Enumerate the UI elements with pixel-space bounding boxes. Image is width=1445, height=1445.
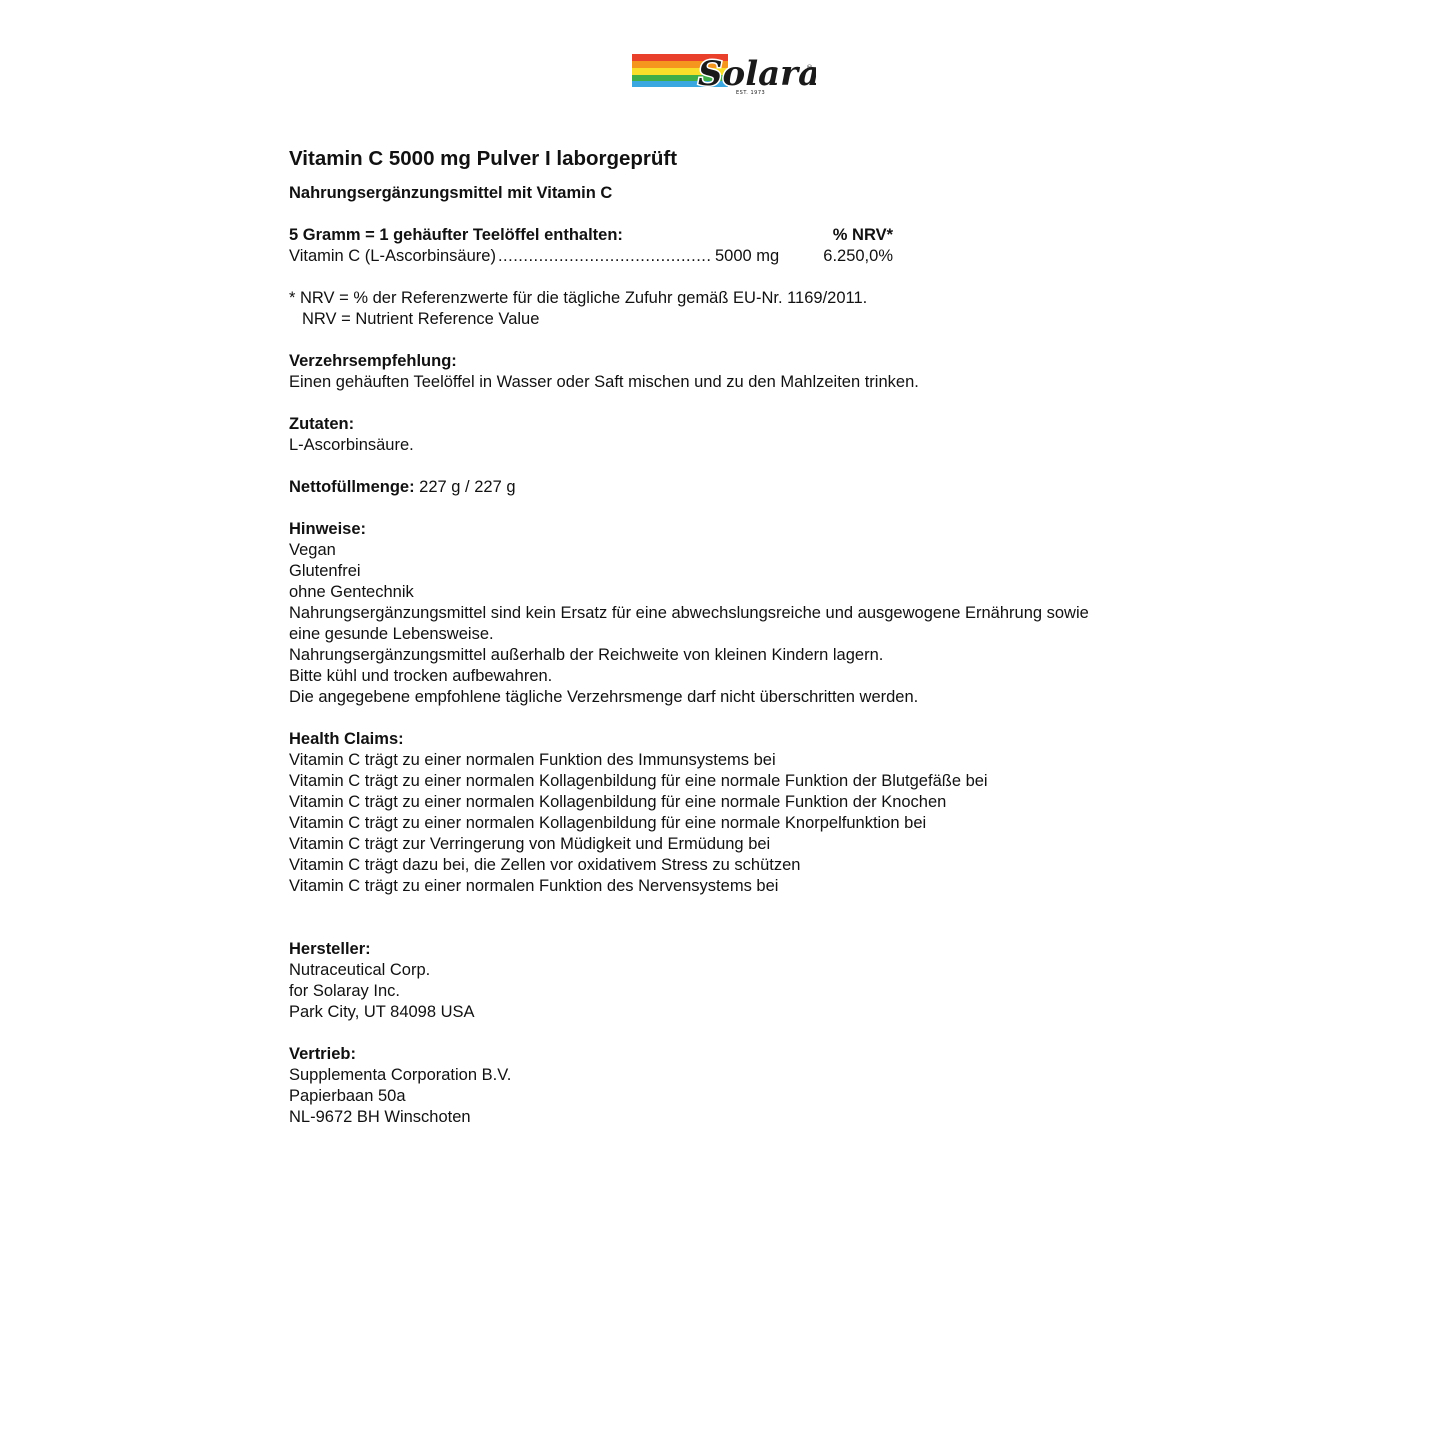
svg-text:Solaray: Solar: [698, 54, 799, 94]
address-line: Supplementa Corporation B.V.: [289, 1066, 512, 1084]
hinweise-section: [289, 519, 1169, 708]
dot-leader: [498, 246, 713, 267]
nutrition-header: 5 Gramm = 1 gehäufter Teelöffel enthalten:: [289, 226, 623, 244]
section-label: Zutaten:: [289, 415, 355, 433]
address-line: Park City, UT 84098 USA: [289, 1003, 475, 1021]
netto-value: 227 g / 227 g: [414, 478, 516, 496]
section-label: Hinweise:: [289, 520, 367, 538]
svg-text:EST. 1973: EST. 1973: [736, 90, 766, 96]
list-item: Bitte kühl und trocken aufbewahren.: [289, 667, 553, 685]
list-item: Vitamin C trägt zu einer normalen Funktion des Immunsystems bei: [289, 751, 776, 769]
solaray-logo: [630, 50, 816, 96]
page-title: Vitamin C 5000 mg Pulver I laborgeprüft: [289, 147, 678, 170]
nrv-footnote: [289, 288, 1169, 330]
list-item: Glutenfrei: [289, 562, 361, 580]
zutaten-section: [289, 414, 1169, 456]
section-text: Einen gehäuften Teelöffel in Wasser oder Saft mischen und zu den Mahlzeiten trinken.: [289, 373, 919, 391]
list-item: ohne Gentechnik: [289, 583, 414, 601]
section-text: L-Ascorbinsäure.: [289, 436, 414, 454]
list-item: Nahrungsergänzungsmittel außerhalb der Reichweite von kleinen Kindern lagern.: [289, 646, 884, 664]
list-item: Vegan: [289, 541, 336, 559]
product-info: [289, 145, 1169, 1128]
hersteller-section: [289, 939, 1169, 1023]
list-item: Vitamin C trägt dazu bei, die Zellen vor oxidativem Stress zu schützen: [289, 856, 801, 874]
list-item: Vitamin C trägt zu einer normalen Funktion des Nervensystems bei: [289, 877, 779, 895]
list-item: Die angegebene empfohlene tägliche Verzehrsmenge darf nicht überschritten werden.: [289, 688, 919, 706]
address-line: NL-9672 BH Winschoten: [289, 1108, 471, 1126]
list-item: Nahrungsergänzungsmittel sind kein Ersatz für eine abwechslungsreiche und ausgewogene Ernährung sowie: [289, 604, 1089, 622]
svg-text:®: ®: [806, 64, 813, 72]
footnote-line: * NRV = % der Referenzwerte für die tägliche Zufuhr gemäß EU-Nr. 1169/2011.: [289, 289, 868, 307]
list-item: Vitamin C trägt zur Verringerung von Müdigkeit und Ermüdung bei: [289, 835, 771, 853]
section-label: Vertrieb:: [289, 1045, 356, 1063]
section-label: Verzehrsempfehlung:: [289, 352, 457, 370]
list-item: eine gesunde Lebensweise.: [289, 625, 494, 643]
nutrient-nrv: 6.250,0%: [823, 247, 893, 265]
nutrition-row: [289, 246, 893, 267]
vertrieb-section: [289, 1044, 1169, 1128]
nutrition-header-row: [289, 225, 893, 246]
footnote-line: NRV = Nutrient Reference Value: [302, 310, 540, 328]
nrv-header: % NRV*: [832, 226, 893, 244]
nutrition-table: [289, 225, 1169, 267]
section-label: Nettofüllmenge:: [289, 478, 415, 496]
list-item: Vitamin C trägt zu einer normalen Kollagenbildung für eine normale Knorpelfunktion bei: [289, 814, 927, 832]
list-item: Vitamin C trägt zu einer normalen Kollagenbildung für eine normale Funktion der Blutgefäße bei: [289, 772, 988, 790]
solaray-logo-graphic: [630, 50, 816, 96]
verzehr-section: [289, 351, 1169, 393]
list-item: Vitamin C trägt zu einer normalen Kollagenbildung für eine normale Funktion der Knochen: [289, 793, 947, 811]
address-line: Nutraceutical Corp.: [289, 961, 431, 979]
nutrient-amount: 5000 mg: [715, 247, 780, 265]
netto-section: [289, 477, 1169, 498]
address-line: Papierbaan 50a: [289, 1087, 406, 1105]
health-claims-section: [289, 729, 1169, 897]
section-label: Health Claims:: [289, 730, 404, 748]
address-line: for Solaray Inc.: [289, 982, 400, 1000]
section-label: Hersteller:: [289, 940, 371, 958]
subtitle: Nahrungsergänzungsmittel mit Vitamin C: [289, 184, 613, 202]
nutrient-name: Vitamin C (L-Ascorbinsäure): [289, 247, 496, 265]
